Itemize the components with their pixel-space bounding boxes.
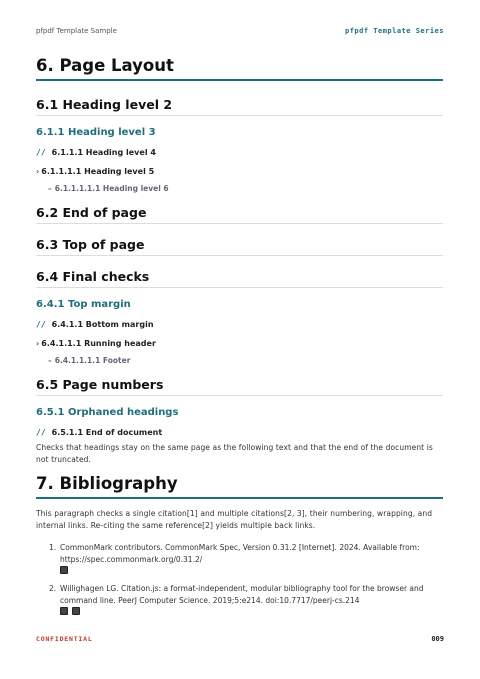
heading-5-marker: ›	[36, 167, 40, 176]
heading-4-marker: //	[36, 428, 46, 437]
body-paragraph-headings: Checks that headings stay on the same page as the following text and that the end of the document is not truncated.	[36, 443, 433, 464]
bibliography-entry	[50, 583, 443, 615]
bibliography-entry	[50, 542, 443, 574]
heading-1-page-layout: 6. Page Layout	[36, 56, 443, 81]
heading-3-level-3: 6.1.1 Heading level 3	[36, 127, 156, 138]
backlink-icon[interactable]	[60, 607, 68, 615]
backlinks	[60, 607, 443, 615]
reference-text: Willighagen LG. Citation.js: a format-independent, modular bibliography tool for the browser and command line. PeerJ Computer Science. 2019;5:e214. doi:10.7717/peerj-cs.214	[60, 584, 424, 605]
confidential-label: CONFIDENTIAL	[36, 635, 93, 643]
heading-3-top-margin: 6.4.1 Top margin	[36, 299, 131, 310]
reference-number: 2.	[49, 584, 57, 593]
heading-4-marker: //	[36, 320, 46, 329]
backlink-icon[interactable]	[60, 566, 68, 574]
heading-2-level-2: 6.1 Heading level 2	[36, 97, 443, 116]
reference-text: CommonMark contributors. CommonMark Spec, Version 0.31.2 [Internet]. 2024. Available from: https://spec.commonmark.org/0.31.2/	[60, 543, 420, 564]
heading-5-level-5	[36, 166, 443, 178]
heading-3-orphaned-headings: 6.5.1 Orphaned headings	[36, 407, 179, 418]
heading-4-text: 6.1.1.1 Heading level 4	[51, 148, 156, 157]
heading-4-bottom-margin	[36, 319, 443, 331]
bibliography-list	[36, 542, 443, 615]
heading-5-marker: ›	[36, 339, 40, 348]
body-paragraph-citations: This paragraph checks a single citation[1] and multiple citations[2, 3], their numbering, wrapping, and internal links. Re-citing the same reference[2] yields multiple back links.	[36, 509, 433, 530]
heading-2-end-of-page: 6.2 End of page	[36, 205, 443, 224]
heading-6-footer	[48, 355, 443, 366]
heading-4-text: 6.4.1.1 Bottom margin	[51, 320, 154, 329]
running-header	[36, 27, 444, 35]
heading-6-text: 6.4.1.1.1.1 Footer	[54, 356, 131, 365]
heading-4-text: 6.5.1.1 End of document	[51, 428, 163, 437]
heading-2-final-checks: 6.4 Final checks	[36, 269, 443, 288]
heading-5-text: 6.1.1.1.1 Heading level 5	[41, 167, 155, 176]
heading-6-marker: –	[48, 184, 52, 193]
reference-number: 1.	[49, 543, 57, 552]
header-series-title: pfpdf Template Series	[344, 27, 444, 35]
heading-4-end-of-document	[36, 427, 443, 439]
heading-6-marker: –	[48, 356, 52, 365]
heading-2-top-of-page: 6.3 Top of page	[36, 237, 443, 256]
backlinks	[60, 566, 443, 574]
page-content	[36, 56, 443, 615]
running-footer	[36, 635, 444, 643]
backlink-icon[interactable]	[72, 607, 80, 615]
header-doc-title: pfpdf Template Sample	[36, 27, 117, 35]
heading-6-text: 6.1.1.1.1.1 Heading level 6	[54, 184, 169, 193]
heading-5-text: 6.4.1.1.1 Running header	[41, 339, 156, 348]
heading-4-level-4	[36, 147, 443, 159]
page-number: 009	[431, 635, 444, 643]
heading-6-level-6	[48, 183, 443, 194]
heading-4-marker: //	[36, 148, 46, 157]
heading-2-page-numbers: 6.5 Page numbers	[36, 377, 443, 396]
heading-1-bibliography: 7. Bibliography	[36, 474, 443, 499]
heading-5-running-header	[36, 338, 443, 350]
